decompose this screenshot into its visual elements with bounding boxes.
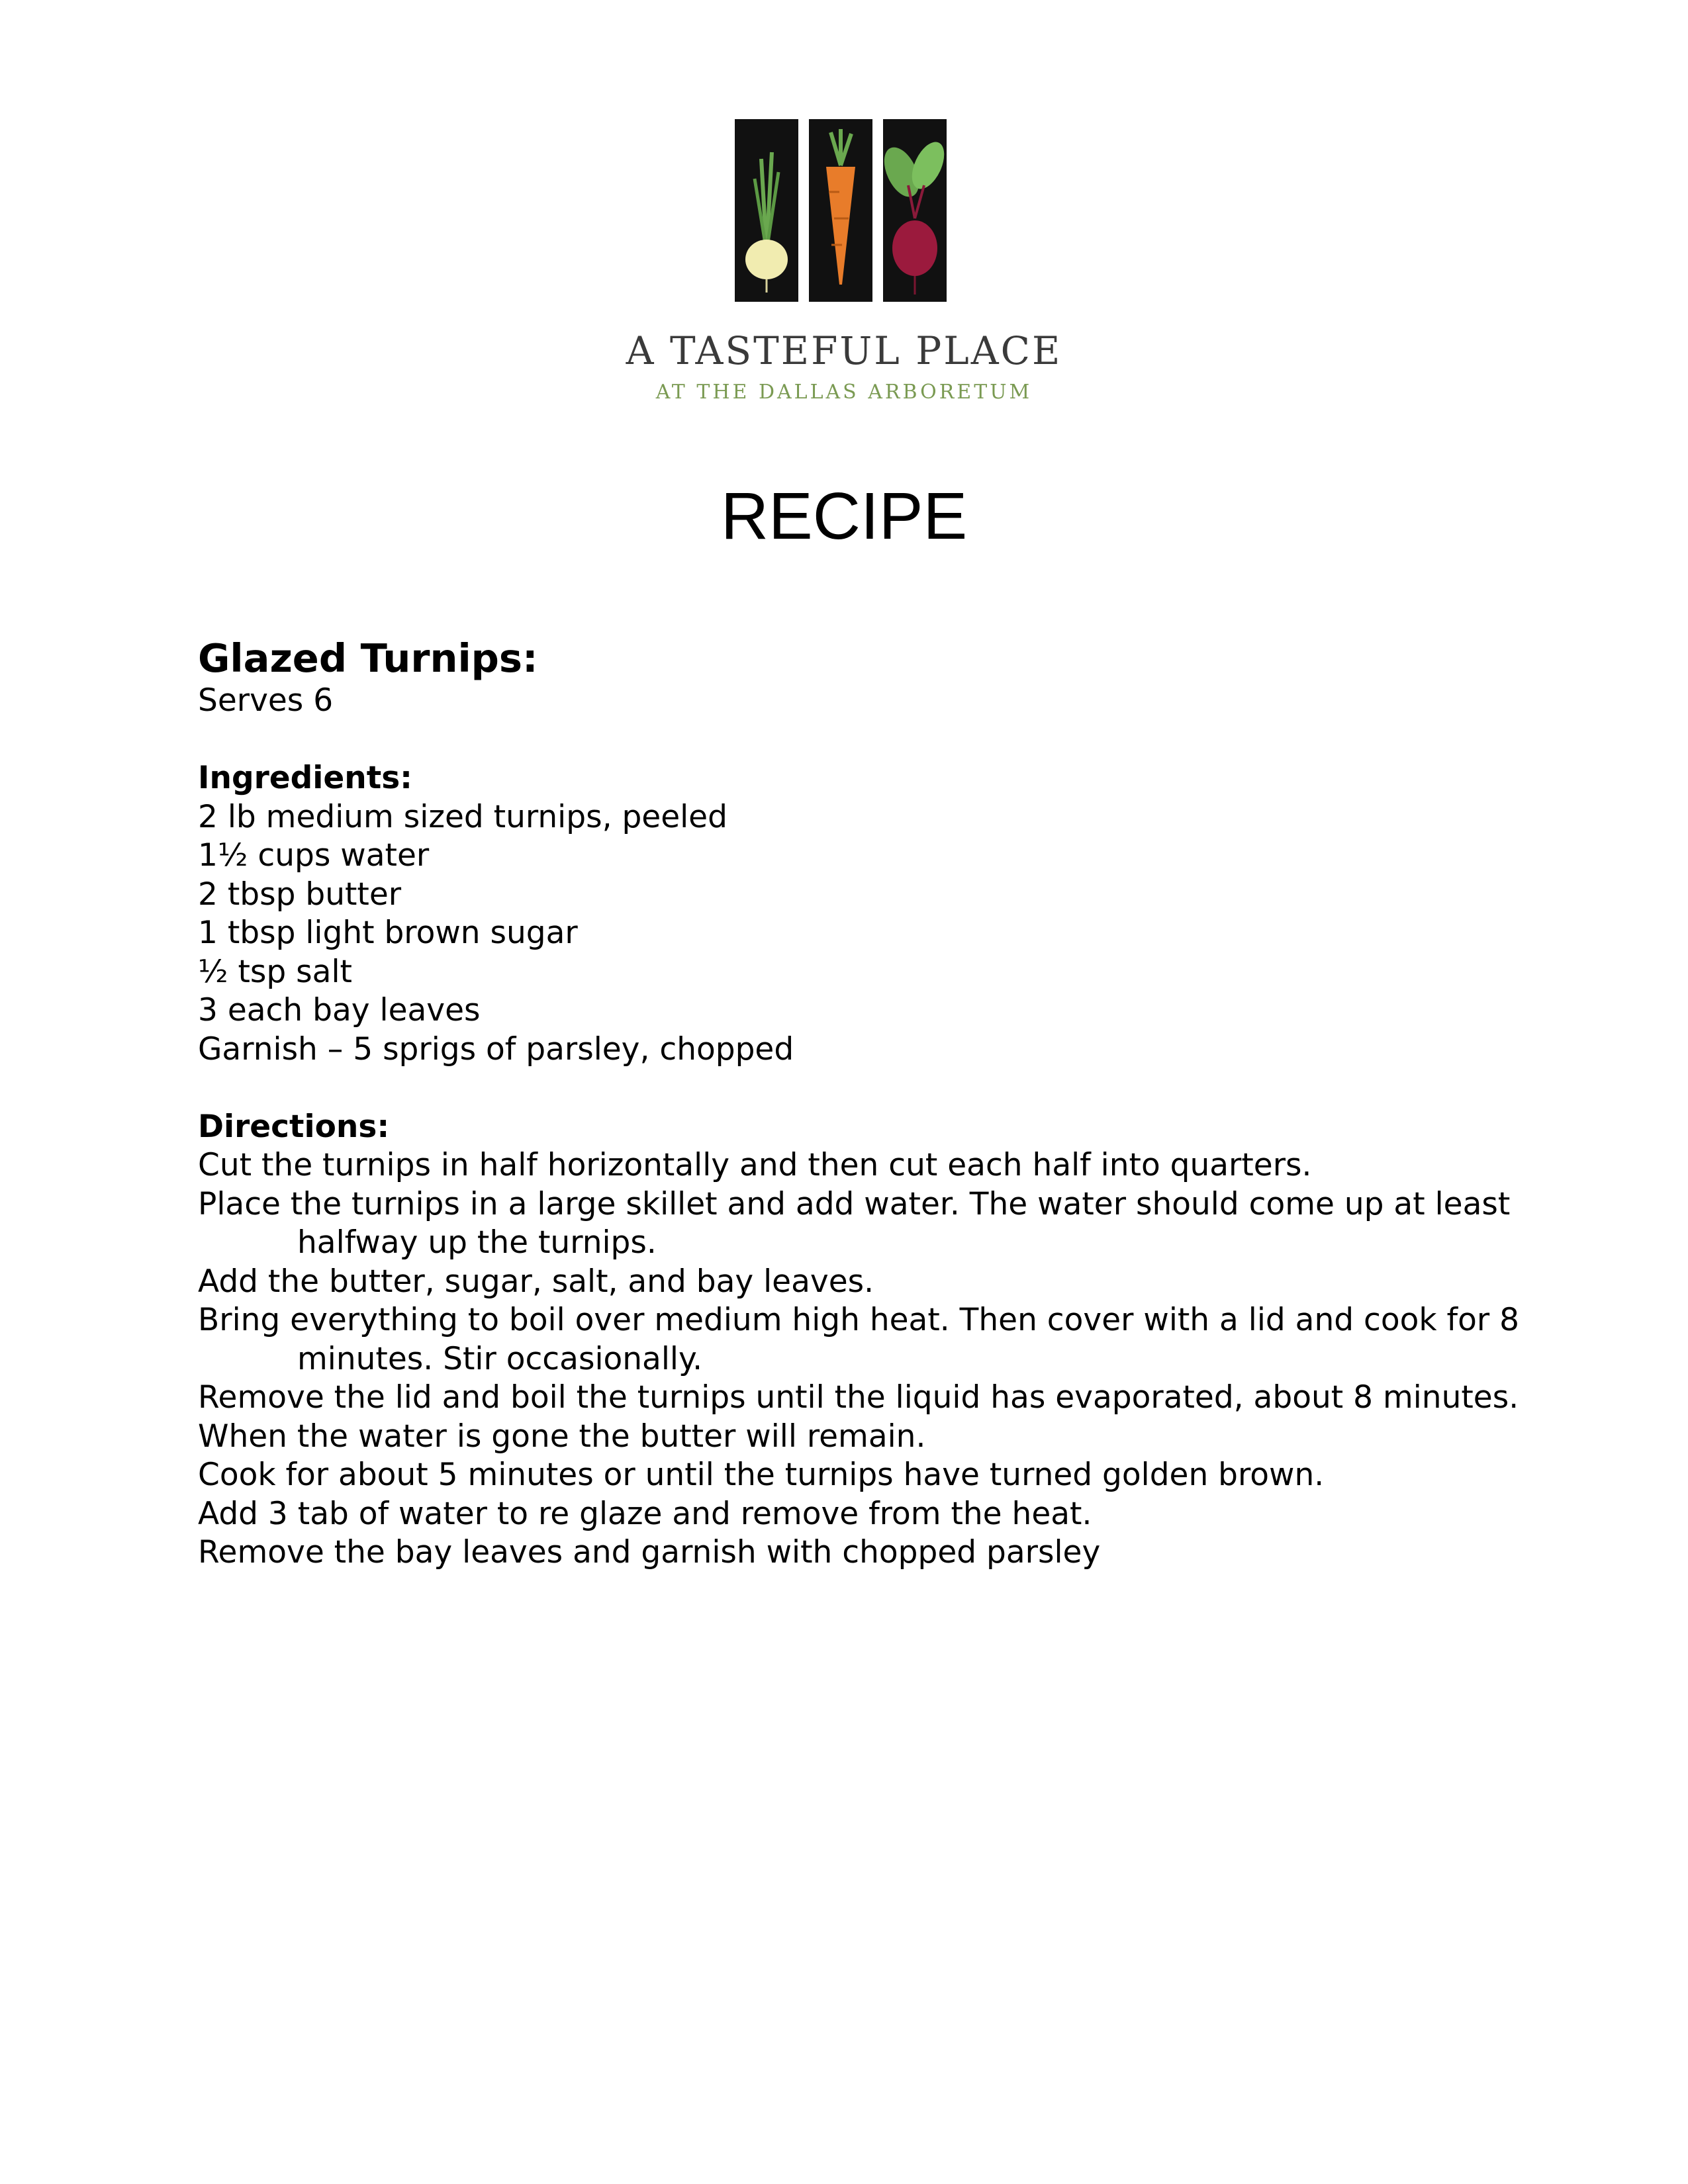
ingredients-list bbox=[198, 798, 1522, 1069]
onion-icon bbox=[735, 119, 798, 302]
logo-brand-name: A TASTEFUL PLACE bbox=[626, 328, 1062, 373]
ingredient-item: 3 each bay leaves bbox=[198, 992, 481, 1028]
carrot-icon bbox=[809, 119, 872, 302]
ingredient-item: 2 lb medium sized turnips, peeled bbox=[198, 798, 727, 835]
direction-step: Place the turnips in a large skillet and add water. The water should come up at least halfway up the turnips. bbox=[198, 1185, 1511, 1261]
recipe-content bbox=[198, 635, 1522, 1572]
direction-step: Cook for about 5 minutes or until the turnips have turned golden brown. bbox=[198, 1457, 1325, 1493]
ingredients-heading: Ingredients: bbox=[198, 760, 412, 796]
logo-subtitle: AT THE DALLAS ARBORETUM bbox=[655, 381, 1033, 404]
direction-step: Bring everything to boil over medium high heat. Then cover with a lid and cook for 8 minutes. Stir occasionally. bbox=[198, 1302, 1520, 1377]
direction-step: Cut the turnips in half horizontally and then cut each half into quarters. bbox=[198, 1147, 1312, 1183]
serves-text: Serves 6 bbox=[198, 682, 334, 719]
ingredient-item: 2 tbsp butter bbox=[198, 876, 402, 913]
ingredient-item: Garnish – 5 sprigs of parsley, chopped bbox=[198, 1030, 794, 1068]
page-title: RECIPE bbox=[720, 479, 968, 553]
logo-vegetable-panels bbox=[735, 119, 947, 302]
direction-step: When the water is gone the butter will remain. bbox=[198, 1418, 926, 1455]
ingredient-item: 1 tbsp light brown sugar bbox=[198, 915, 578, 951]
ingredient-item: ½ tsp salt bbox=[198, 953, 352, 990]
recipe-title: Glazed Turnips: bbox=[198, 635, 538, 681]
directions-list bbox=[198, 1146, 1522, 1572]
direction-step: Remove the lid and boil the turnips until the liquid has evaporated, about 8 minutes. bbox=[198, 1379, 1519, 1416]
ingredient-item: 1½ cups water bbox=[198, 837, 430, 874]
logo bbox=[616, 119, 1072, 410]
direction-step: Remove the bay leaves and garnish with chopped parsley bbox=[198, 1534, 1101, 1570]
direction-step: Add 3 tab of water to re glaze and remove from the heat. bbox=[198, 1495, 1092, 1532]
beet-icon bbox=[877, 119, 947, 302]
direction-step: Add the butter, sugar, salt, and bay leaves. bbox=[198, 1263, 874, 1300]
directions-heading: Directions: bbox=[198, 1108, 390, 1145]
